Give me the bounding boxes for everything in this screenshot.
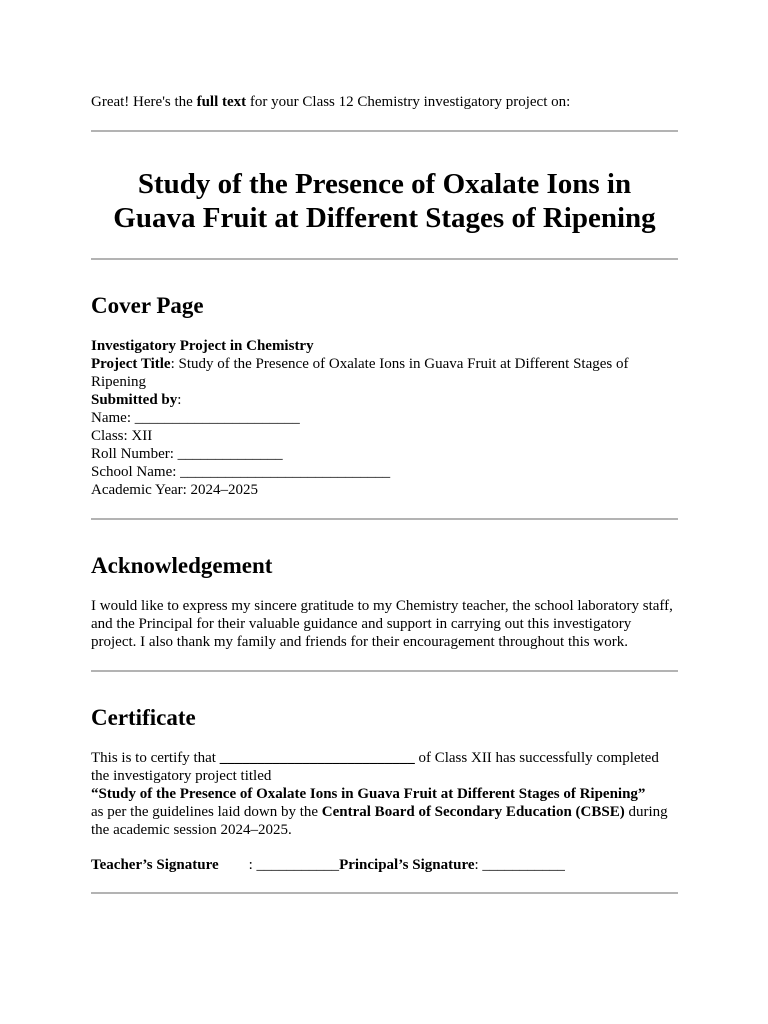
guidelines-before: as per the guidelines laid down by the xyxy=(91,804,322,820)
divider xyxy=(91,130,678,132)
project-quote: “Study of the Presence of Oxalate Ions in Guava Fruit at Different Stages of Ripening” xyxy=(91,786,646,802)
acknowledgement-text: I would like to express my sincere gratitude to my Chemistry teacher, the school laboratory staff, and the Principal for their valuable guidance and support in carrying out this investigatory project. I also thank my family and friends for their encouragement throughout this work. xyxy=(91,598,673,650)
submitted-by-label: Submitted by xyxy=(91,392,178,408)
divider xyxy=(91,258,678,260)
intro-bold: full text xyxy=(196,94,247,110)
certify-after: of Class XII has successfully completed the investigatory project titled xyxy=(91,750,659,784)
teacher-signature-blank: : ___________ xyxy=(248,857,340,873)
intro-before: Great! Here's the xyxy=(91,94,197,110)
cbse-name: Central Board of Secondary Education (CBSE) xyxy=(321,804,625,820)
project-title-line xyxy=(91,355,678,391)
acknowledgement-heading: Acknowledgement xyxy=(91,553,273,578)
certificate-heading: Certificate xyxy=(91,705,196,730)
divider xyxy=(91,518,678,520)
title-line-2: Guava Fruit at Different Stages of Ripening xyxy=(113,202,656,234)
intro-after: for your Class 12 Chemistry investigatory project on: xyxy=(246,94,571,110)
academic-year-field: Academic Year: 2024–2025 xyxy=(91,482,259,498)
divider xyxy=(91,670,678,672)
guidelines-statement xyxy=(91,803,678,839)
project-type: Investigatory Project in Chemistry xyxy=(91,338,314,354)
submitted-by-colon: : xyxy=(177,392,182,408)
principal-signature-label: Principal’s Signature xyxy=(339,857,475,873)
signature-row xyxy=(91,856,678,874)
certify-statement xyxy=(91,749,678,785)
roll-number-field: Roll Number: ______________ xyxy=(91,446,283,462)
certificate-body xyxy=(91,749,678,839)
student-name-blank: __________________________ xyxy=(219,750,415,766)
name-field: Name: ______________________ xyxy=(91,410,300,426)
school-name-field: School Name: ____________________________ xyxy=(91,464,391,480)
class-field: Class: XII xyxy=(91,428,153,444)
guidelines-after: during the academic session 2024–2025. xyxy=(91,804,668,838)
project-title-label: Project Title xyxy=(91,356,171,372)
divider xyxy=(91,892,678,894)
cover-heading: Cover Page xyxy=(91,293,204,318)
teacher-signature-label: Teacher’s Signature xyxy=(91,857,219,873)
document-body xyxy=(91,93,678,894)
project-title-value: : Study of the Presence of Oxalate Ions in Guava Fruit at Different Stages of Ripening xyxy=(91,356,629,390)
principal-signature-blank: : ___________ xyxy=(474,857,565,873)
document-title xyxy=(91,167,678,235)
submitted-by-line xyxy=(91,391,678,409)
cover-details xyxy=(91,337,678,499)
intro-text xyxy=(91,93,678,111)
title-line-1: Study of the Presence of Oxalate Ions in xyxy=(137,168,632,200)
certify-before: This is to certify that xyxy=(91,750,220,766)
